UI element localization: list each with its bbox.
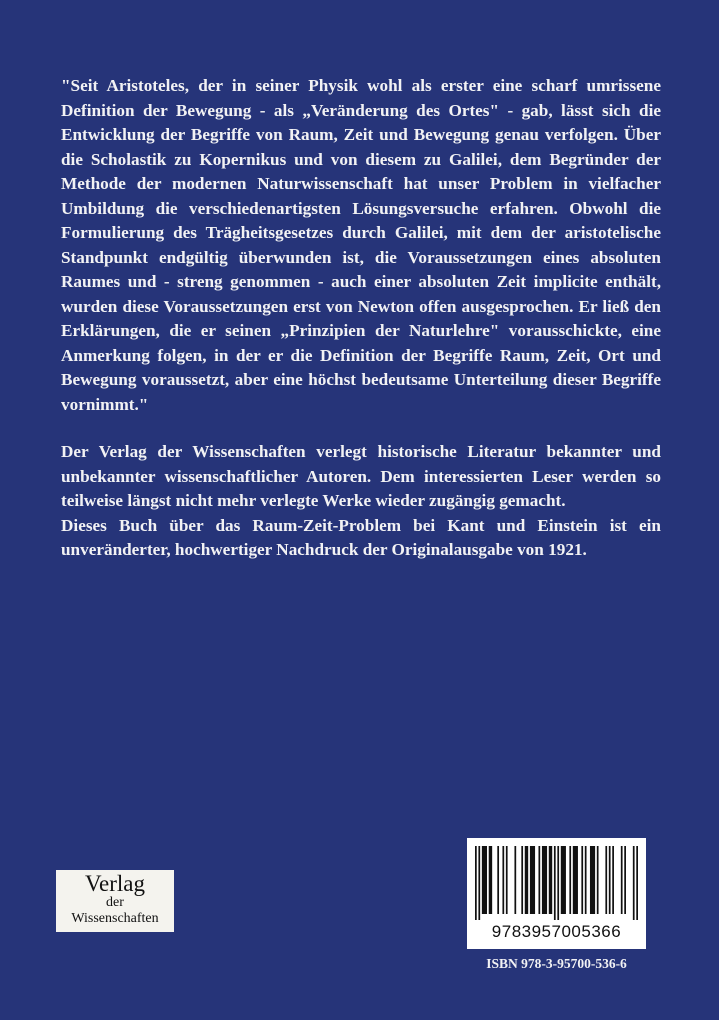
publisher-description <box>61 440 661 563</box>
barcode-bar <box>521 846 523 914</box>
barcode-bar <box>633 846 635 920</box>
barcode-bar <box>542 846 547 914</box>
barcode-bar <box>549 846 552 914</box>
barcode-bar <box>502 846 504 914</box>
quote-paragraph: "Seit Aristoteles, der in seiner Physik wohl als erster eine scharf umrissene Definition der Bewegung - als „Veränderung des Ortes" - gab, lässt sich die Entwicklung der Begriffe von Raum, Zeit und Bewegung genau verfolgen. Über die Scholastik zu Kopernikus und von diesem zu Galilei, dem Begründer der Methode der modernen Naturwissenschaft hat unser Problem in vielfacher Umbildung die verschiedenartigsten Lösungsversuche erfahren. Obwohl die Formulierung des Trägheitsgesetzes durch Galilei, mit dem der aristotelische Standpunkt endgültig überwunden ist, die Voraussetzungen eines absoluten Raumes und - streng genommen - auch einer absoluten Zeit implicite enthält, wurden diese Voraussetzungen erst von Newton offen ausgesprochen. Er ließ den Erklärungen, die er seinen „Prinzipien der Naturlehre" vorausschickte, eine Anmerkung folgen, in der er die Definition der Begriffe Raum, Zeit, Ort und Bewegung voraussetzt, aber eine höchst bedeutsame Unterteilung dieser Begriffe vornimmt." <box>61 76 661 414</box>
barcode-number: 9783957005366 <box>491 922 622 941</box>
barcode-bar <box>482 846 487 914</box>
logo-line-verlag: Verlag <box>84 871 146 896</box>
barcode-bar <box>475 846 477 920</box>
barcode-bar <box>612 846 614 914</box>
barcode-bar <box>497 846 499 914</box>
barcode-bar <box>514 846 516 914</box>
barcode <box>467 838 646 949</box>
barcode-bar <box>506 846 508 914</box>
barcode-bar <box>557 846 559 920</box>
logo-line-der: der <box>106 895 124 910</box>
isbn-label: ISBN 978-3-95700-536-6 <box>486 956 627 971</box>
barcode-bar <box>554 846 556 920</box>
publisher-paragraph-2: Dieses Buch über das Raum-Zeit-Problem bei Kant und Einstein ist ein unveränderter, hochwertiger Nachdruck der Originalausgabe von 1921. <box>61 515 661 559</box>
barcode-bar <box>585 846 587 914</box>
barcode-bar <box>621 846 623 914</box>
barcode-bar <box>605 846 607 914</box>
barcode-bar <box>489 846 492 914</box>
publisher-paragraph-1: Der Verlag der Wissenschaften verlegt historische Literatur bekannter und unbekannter wissenschaftlicher Autoren. Dem interessierten Leser werden so teilweise längst nicht mehr verlegte Werke wieder zugängig gemacht. <box>61 442 661 510</box>
quote-block <box>61 74 661 417</box>
barcode-bar <box>597 846 599 914</box>
barcode-bar <box>569 846 571 914</box>
barcode-bar <box>538 846 540 914</box>
barcode-bar <box>478 846 480 920</box>
barcode-bar <box>573 846 578 914</box>
barcode-bar <box>525 846 528 914</box>
barcode-bars-icon <box>475 846 638 920</box>
barcode-bar <box>590 846 595 914</box>
barcode-bar <box>636 846 638 920</box>
barcode-bar <box>609 846 611 914</box>
barcode-bar <box>530 846 535 914</box>
barcode-bar <box>624 846 626 914</box>
publisher-logo <box>56 870 174 932</box>
barcode-bar <box>561 846 566 914</box>
barcode-bar <box>581 846 583 914</box>
logo-line-wissenschaften: Wissenschaften <box>71 911 159 926</box>
